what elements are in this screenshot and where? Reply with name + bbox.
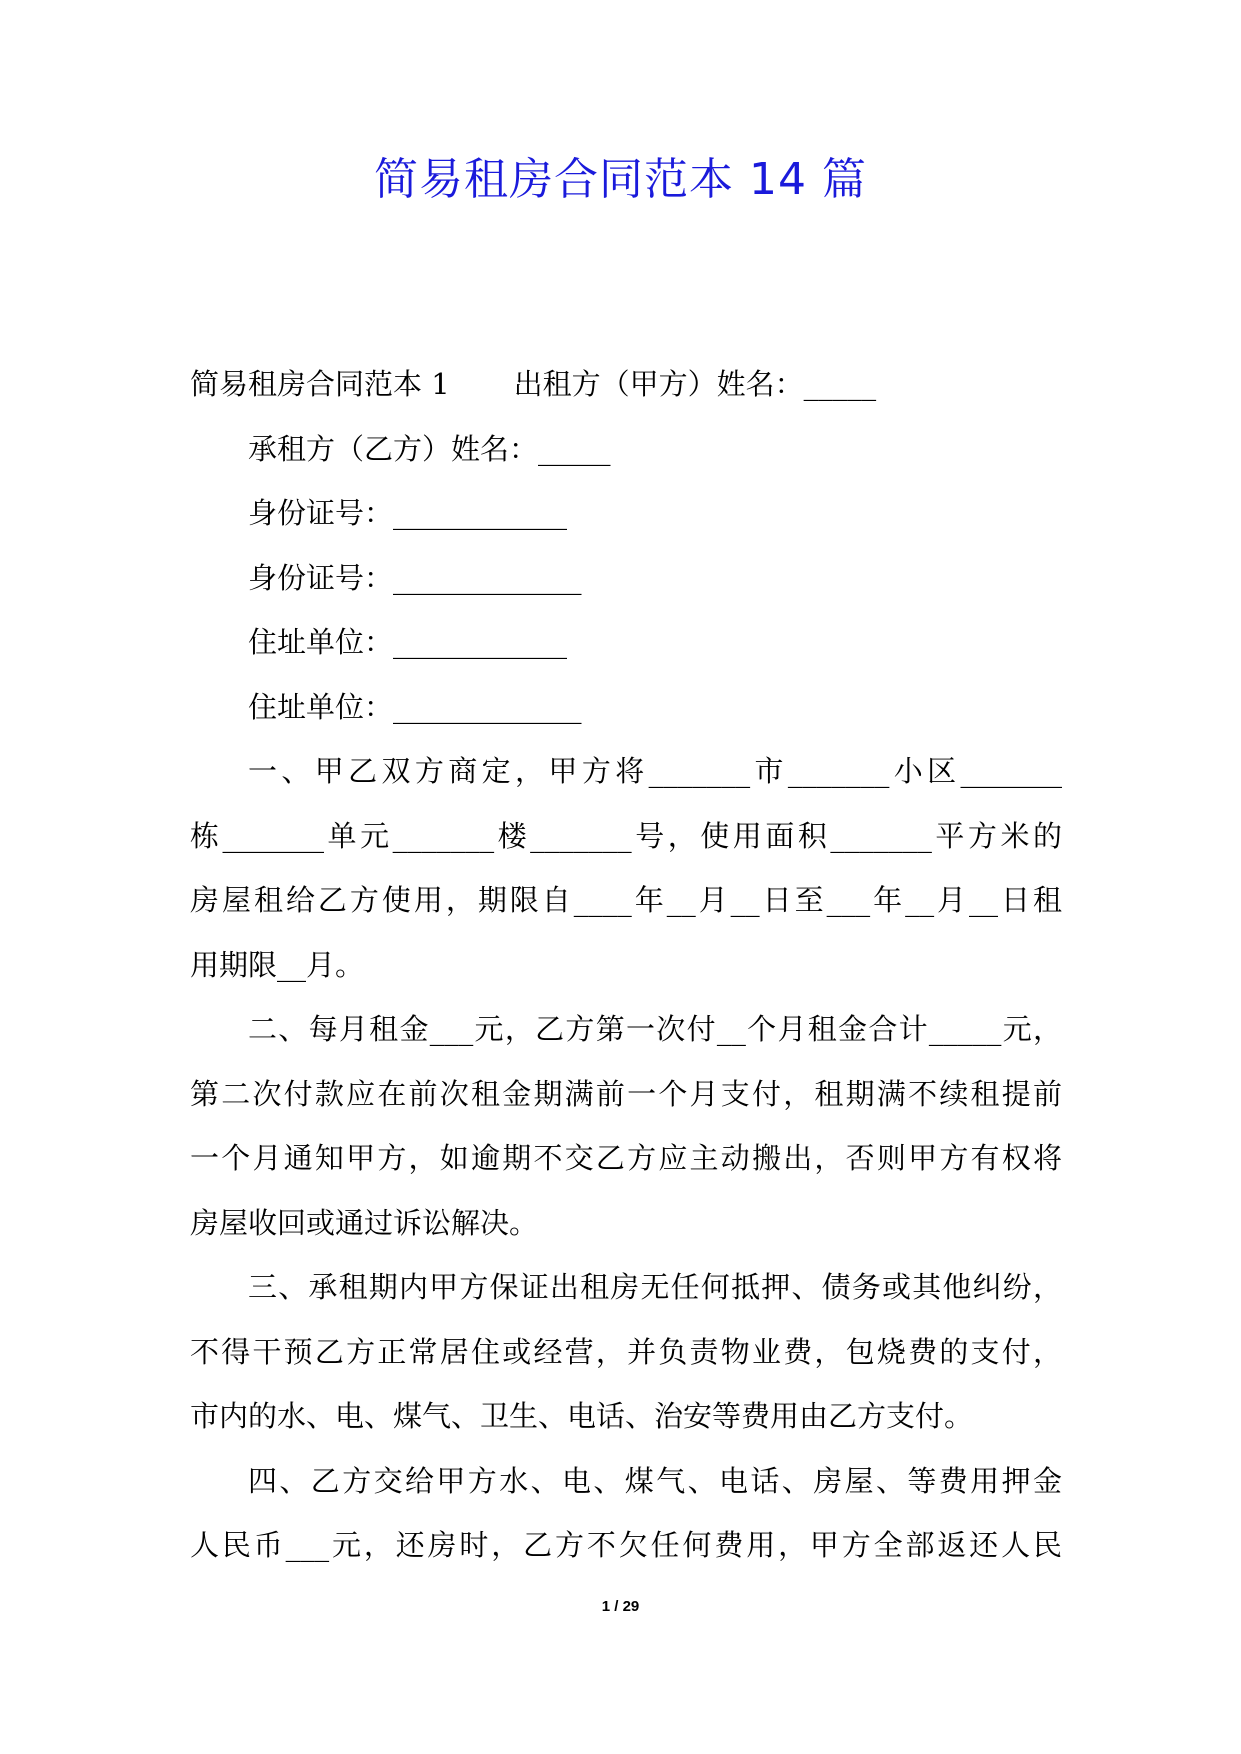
page-title: 简易租房合同范本 14 篇 [374, 154, 867, 205]
clause-4-line: 四、乙方交给甲方水、电、煤气、电话、房屋、等费用押金 [248, 1463, 1062, 1498]
clause-3-line: 三、承租期内甲方保证出租房无任何抵押、债务或其他纠纷， [248, 1270, 1062, 1304]
clause-1-line: 栋_______单元_______楼_______号，使用面积_______平方米的 [190, 818, 1062, 853]
page-number: 1 / 29 [601, 1598, 640, 1615]
clause-3-line: 市内的水、电、煤气、卫生、电话、治安等费用由乙方支付。 [190, 1399, 974, 1433]
contract-body [190, 352, 1062, 1578]
lessor-name-field: 出租方（甲方）姓名：_____ [513, 367, 877, 401]
address-field: 住址单位：____________ [248, 625, 568, 659]
lessee-name-field: 承租方（乙方）姓名：_____ [248, 431, 611, 466]
contract-subtitle: 简易租房合同范本 1 [190, 367, 450, 401]
clause-2-line: 一个月通知甲方，如逾期不交乙方应主动搬出，否则甲方有权将 [190, 1141, 1062, 1175]
id-number-field: 身份证号：____________ [248, 496, 568, 530]
clause-1-line: 一、甲乙双方商定，甲方将_______市_______小区_______ [248, 754, 1062, 788]
clause-2-line: 房屋收回或通过诉讼解决。 [190, 1205, 539, 1240]
clause-3-line: 不得干预乙方正常居住或经营，并负责物业费，包烧费的支付， [190, 1334, 1062, 1369]
clause-1-line: 用期限__月。 [190, 947, 365, 982]
clause-2-line: 第二次付款应在前次租金期满前一个月支付，租期满不续租提前 [190, 1076, 1062, 1111]
clause-2-line: 二、每月租金___元，乙方第一次付__个月租金合计_____元， [248, 1012, 1062, 1046]
address-field: 住址单位：_____________ [248, 689, 582, 724]
clause-1-line: 房屋租给乙方使用，期限自____年__月__日至___年__月__日租 [190, 883, 1062, 917]
heading-line [190, 352, 1062, 417]
id-number-field: 身份证号：_____________ [248, 560, 582, 595]
clause-4-line: 人民币___元，还房时，乙方不欠任何费用，甲方全部返还人民 [190, 1528, 1062, 1562]
